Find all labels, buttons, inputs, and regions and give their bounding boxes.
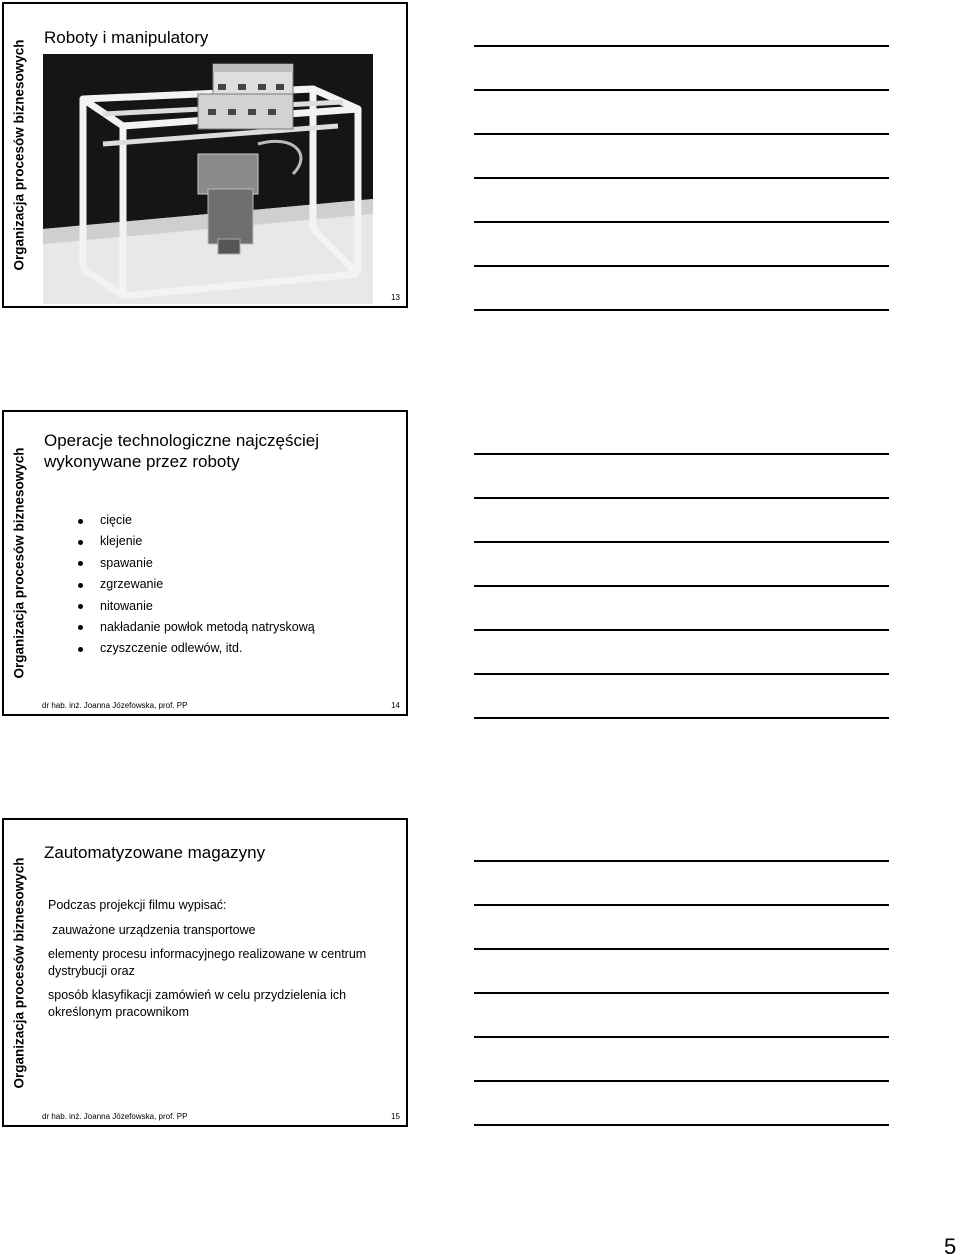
sidebar-label: Organizacja procesów biznesowych bbox=[11, 447, 27, 679]
note-line bbox=[474, 904, 889, 906]
note-line bbox=[474, 45, 889, 47]
list-item: nitowanie bbox=[100, 596, 315, 617]
body-paragraph: Podczas projekcji filmu wypisać: bbox=[48, 898, 227, 912]
list-item: klejenie bbox=[100, 531, 315, 552]
slide-title: Zautomatyzowane magazyny bbox=[44, 843, 266, 862]
note-line bbox=[474, 221, 889, 223]
operations-list bbox=[100, 510, 315, 660]
note-line bbox=[474, 89, 889, 91]
note-line bbox=[474, 948, 889, 950]
note-line bbox=[474, 177, 889, 179]
note-line bbox=[474, 265, 889, 267]
slide-15 bbox=[2, 818, 408, 1127]
note-line bbox=[474, 497, 889, 499]
slide-title: Roboty i manipulatory bbox=[44, 28, 209, 47]
sidebar-label: Organizacja procesów biznesowych bbox=[11, 856, 27, 1089]
slide-title-line-2: wykonywane przez roboty bbox=[44, 452, 240, 471]
note-line bbox=[474, 992, 889, 994]
note-line bbox=[474, 1124, 889, 1126]
note-line bbox=[474, 1080, 889, 1082]
slide-title-line-1: Operacje technologiczne najczęściej bbox=[44, 431, 319, 450]
sidebar-label: Organizacja procesów biznesowych bbox=[11, 39, 27, 271]
sidebar bbox=[4, 4, 34, 306]
list-item: czyszczenie odlewów, itd. bbox=[100, 638, 315, 659]
note-line bbox=[474, 629, 889, 631]
slide-number: 15 bbox=[391, 1112, 400, 1121]
sidebar bbox=[4, 820, 34, 1125]
note-line bbox=[474, 133, 889, 135]
body-paragraph: zauważone urządzenia transportowe bbox=[52, 922, 256, 937]
robot-manipulator-photo bbox=[43, 54, 373, 304]
body-paragraph: elementy procesu informacyjnego realizowane w centrum dystrybucji oraz bbox=[48, 947, 367, 978]
slide-number: 14 bbox=[391, 701, 400, 710]
slide-13 bbox=[2, 2, 408, 308]
note-line bbox=[474, 673, 889, 675]
page-number: 5 bbox=[944, 1234, 957, 1259]
author-footer: dr hab. inż. Joanna Józefowska, prof. PP bbox=[42, 701, 188, 710]
slide-number: 13 bbox=[391, 293, 400, 302]
body-paragraph: sposób klasyfikacji zamówień w celu przydzielenia ich określonym pracownikom bbox=[48, 988, 347, 1019]
note-line bbox=[474, 309, 889, 311]
note-line bbox=[474, 453, 889, 455]
list-item: cięcie bbox=[100, 510, 315, 531]
note-line bbox=[474, 717, 889, 719]
slide-14 bbox=[2, 410, 408, 716]
list-item: nakładanie powłok metodą natryskową bbox=[100, 617, 315, 638]
sidebar bbox=[4, 412, 34, 714]
note-line bbox=[474, 1036, 889, 1038]
list-item: zgrzewanie bbox=[100, 574, 315, 595]
slide-body bbox=[48, 897, 398, 1020]
note-line bbox=[474, 541, 889, 543]
note-line bbox=[474, 860, 889, 862]
list-item: spawanie bbox=[100, 553, 315, 574]
author-footer: dr hab. inż. Joanna Józefowska, prof. PP bbox=[42, 1112, 188, 1121]
note-line bbox=[474, 585, 889, 587]
